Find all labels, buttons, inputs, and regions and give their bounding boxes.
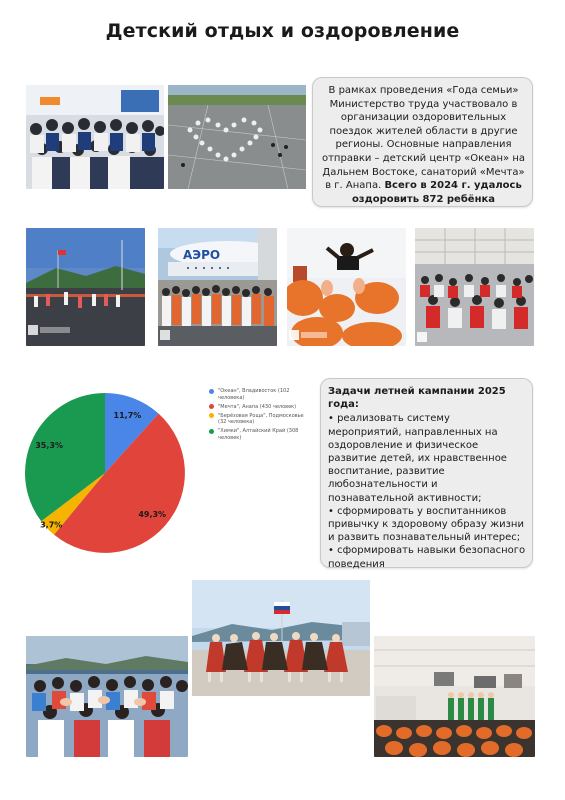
photo-orange-caps-celebration	[287, 228, 406, 346]
legend-entry	[209, 388, 309, 401]
svg-text:АЭРО: АЭРО	[183, 248, 221, 262]
photo-aeroflot-plane	[158, 228, 277, 346]
legend-swatch	[209, 404, 214, 409]
legend-label: "Берёзовая Роща", Подмосковье (32 человека)	[218, 412, 304, 425]
legend-label: "Химки", Алтайский Край (308 человек)	[218, 428, 299, 441]
distribution-pie-chart	[22, 373, 192, 553]
legend-swatch	[209, 413, 214, 418]
photo-auditorium-kids	[374, 636, 535, 757]
legend-label: "Мечта", Анапа (430 человек)	[218, 403, 297, 410]
pie-legend	[209, 388, 309, 444]
pie-slice-label: 3,7%	[40, 520, 63, 530]
legend-label: "Океан", Владивосток (102 человека)	[218, 388, 290, 401]
intro-highlight: Всего в 2024 г. удалось оздоровить 872 ребёнка	[351, 180, 522, 205]
page-title: Детский отдых и оздоровление	[105, 20, 460, 42]
photo-kids-forming-heart	[168, 85, 306, 189]
photo-group-students	[26, 85, 164, 189]
pie-slice-label: 11,7%	[113, 410, 142, 420]
legend-entry	[209, 413, 309, 426]
legend-entry	[209, 404, 309, 411]
intro-info-box	[312, 77, 533, 207]
tasks-heading: Задачи летней кампании 2025 года:	[328, 386, 506, 411]
intro-text: В рамках проведения «Года семьи» Министерство труда участвовало в организации оздоровительных поездок жителей области в другие регионы. Основные направления отправки – детский центр «Океан» на Дальнем Востоке, санаторий «Мечта» в г. Анапа.	[321, 85, 525, 192]
photo-kids-heart-hands-beach	[26, 636, 188, 757]
legend-swatch	[209, 429, 214, 434]
pie-slice-label: 49,3%	[138, 509, 167, 519]
photo-dancers-with-flag	[192, 580, 370, 696]
legend-swatch	[209, 389, 214, 394]
photo-kids-in-hall	[415, 228, 534, 346]
task-item: • сформировать навыки безопасного поведения	[328, 544, 526, 570]
legend-entry	[209, 428, 309, 441]
photo-sports-field	[26, 228, 145, 346]
task-item: • сформировать у воспитанников привычку к здоровому образу жизни и развить познавательный интерес;	[328, 505, 526, 545]
task-item: • реализовать систему мероприятий, направленных на оздоровление и физическое развитие детей, их нравственное воспитание, развитие любознательности и познавательной активности;	[328, 412, 526, 504]
tasks-info-box	[320, 378, 533, 568]
pie-slice-label: 35,3%	[35, 441, 63, 451]
